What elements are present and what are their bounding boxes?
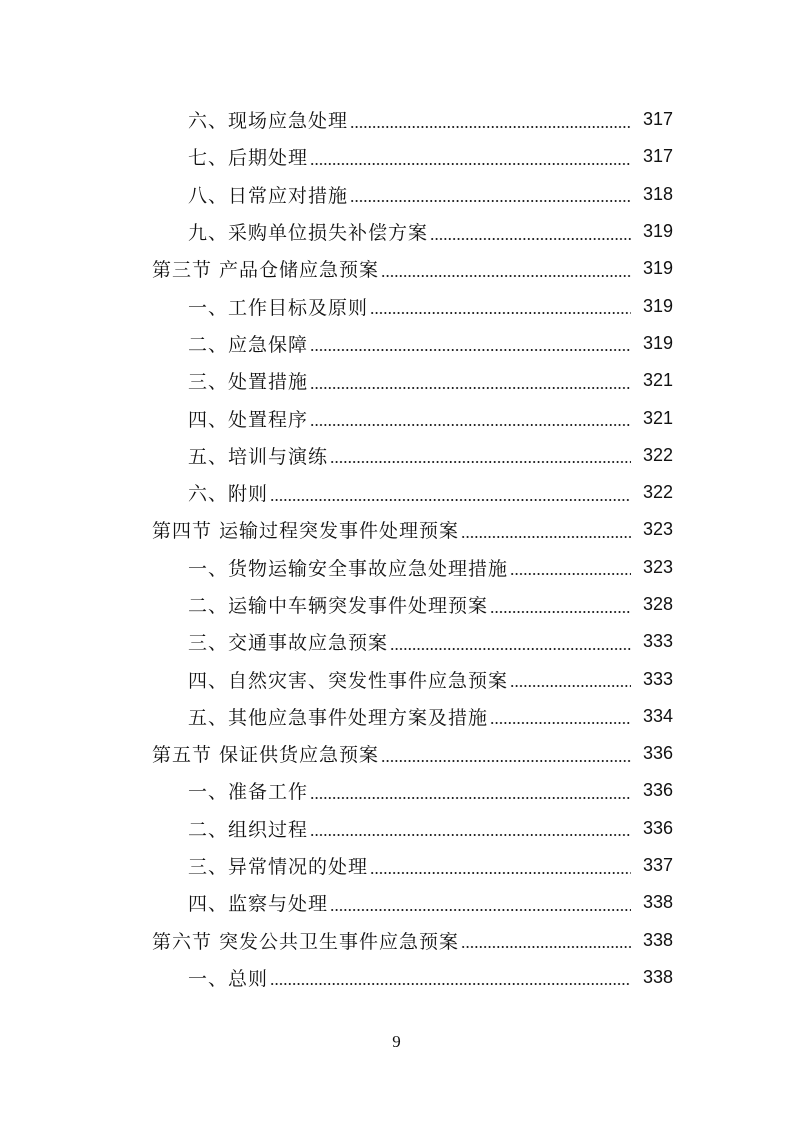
toc-dot-leader [510, 685, 631, 687]
toc-entry-page: 337 [631, 855, 673, 876]
toc-entry-title: 三、交通事故应急预案 [188, 628, 390, 655]
toc-entry-page: 333 [631, 631, 673, 652]
toc-dot-leader [270, 983, 631, 985]
toc-dot-leader [390, 648, 631, 650]
toc-dot-leader [461, 536, 631, 538]
table-of-contents [0, 101, 793, 996]
toc-entry-title: 第五节 保证供货应急预案 [152, 740, 381, 767]
toc-entry-page: 336 [631, 780, 673, 801]
toc-entry-page: 323 [631, 519, 673, 540]
toc-dot-leader [490, 722, 631, 724]
toc-subsection-entry[interactable] [0, 623, 793, 660]
toc-dot-leader [330, 909, 631, 911]
toc-subsection-entry[interactable] [0, 101, 793, 138]
toc-subsection-entry[interactable] [0, 287, 793, 324]
toc-section-entry[interactable] [0, 922, 793, 959]
toc-subsection-entry[interactable] [0, 847, 793, 884]
toc-dot-leader [310, 387, 631, 389]
toc-entry-title: 八、日常应对措施 [188, 181, 350, 208]
toc-dot-leader [461, 946, 631, 948]
toc-entry-page: 328 [631, 594, 673, 615]
toc-dot-leader [310, 834, 631, 836]
toc-entry-title: 四、监察与处理 [188, 889, 330, 916]
toc-dot-leader [310, 424, 631, 426]
toc-entry-title: 第三节 产品仓储应急预案 [152, 255, 381, 282]
toc-entry-page: 317 [631, 146, 673, 167]
toc-entry-title: 三、异常情况的处理 [188, 852, 370, 879]
toc-entry-title: 五、培训与演练 [188, 442, 330, 469]
toc-dot-leader [430, 238, 631, 240]
page-number: 9 [392, 1032, 401, 1051]
toc-entry-page: 323 [631, 557, 673, 578]
toc-entry-title: 五、其他应急事件处理方案及措施 [188, 703, 490, 730]
toc-entry-title: 七、后期处理 [188, 143, 310, 170]
toc-subsection-entry[interactable] [0, 884, 793, 921]
toc-entry-title: 一、总则 [188, 964, 270, 991]
toc-dot-leader [350, 126, 631, 128]
toc-dot-leader [310, 797, 631, 799]
toc-dot-leader [490, 611, 631, 613]
toc-entry-title: 九、采购单位损失补偿方案 [188, 218, 430, 245]
toc-entry-title: 一、工作目标及原则 [188, 293, 370, 320]
toc-section-entry[interactable] [0, 735, 793, 772]
toc-entry-title: 四、处置程序 [188, 405, 310, 432]
toc-dot-leader [310, 349, 631, 351]
toc-dot-leader [330, 461, 631, 463]
toc-entry-page: 334 [631, 706, 673, 727]
toc-entry-title: 二、应急保障 [188, 330, 310, 357]
toc-entry-title: 六、附则 [188, 479, 270, 506]
toc-entry-title: 第六节 突发公共卫生事件应急预案 [152, 927, 461, 954]
toc-subsection-entry[interactable] [0, 660, 793, 697]
toc-entry-page: 318 [631, 184, 673, 205]
toc-dot-leader [370, 872, 631, 874]
toc-entry-page: 321 [631, 408, 673, 429]
toc-subsection-entry[interactable] [0, 213, 793, 250]
toc-entry-title: 四、自然灾害、突发性事件应急预案 [188, 666, 510, 693]
toc-subsection-entry[interactable] [0, 474, 793, 511]
toc-entry-title: 六、现场应急处理 [188, 106, 350, 133]
toc-dot-leader [381, 275, 631, 277]
toc-dot-leader [270, 499, 631, 501]
toc-entry-page: 338 [631, 892, 673, 913]
toc-entry-title: 二、组织过程 [188, 815, 310, 842]
toc-subsection-entry[interactable] [0, 698, 793, 735]
toc-subsection-entry[interactable] [0, 176, 793, 213]
toc-entry-page: 322 [631, 482, 673, 503]
toc-entry-title: 第四节 运输过程突发事件处理预案 [152, 516, 461, 543]
toc-subsection-entry[interactable] [0, 549, 793, 586]
toc-subsection-entry[interactable] [0, 437, 793, 474]
toc-entry-page: 322 [631, 445, 673, 466]
toc-subsection-entry[interactable] [0, 810, 793, 847]
toc-entry-page: 319 [631, 258, 673, 279]
toc-dot-leader [381, 760, 631, 762]
toc-entry-page: 319 [631, 296, 673, 317]
toc-dot-leader [510, 573, 631, 575]
toc-entry-page: 319 [631, 221, 673, 242]
toc-subsection-entry[interactable] [0, 325, 793, 362]
toc-entry-page: 317 [631, 109, 673, 130]
toc-subsection-entry[interactable] [0, 959, 793, 996]
toc-entry-title: 一、准备工作 [188, 777, 310, 804]
toc-entry-page: 321 [631, 370, 673, 391]
toc-entry-page: 336 [631, 818, 673, 839]
toc-dot-leader [370, 312, 631, 314]
toc-entry-page: 338 [631, 967, 673, 988]
toc-entry-title: 一、货物运输安全事故应急处理措施 [188, 554, 510, 581]
toc-entry-page: 336 [631, 743, 673, 764]
toc-subsection-entry[interactable] [0, 362, 793, 399]
toc-entry-page: 338 [631, 930, 673, 951]
toc-subsection-entry[interactable] [0, 586, 793, 623]
toc-entry-page: 333 [631, 669, 673, 690]
toc-subsection-entry[interactable] [0, 772, 793, 809]
toc-section-entry[interactable] [0, 511, 793, 548]
toc-entry-title: 二、运输中车辆突发事件处理预案 [188, 591, 490, 618]
toc-dot-leader [310, 163, 631, 165]
toc-entry-page: 319 [631, 333, 673, 354]
toc-section-entry[interactable] [0, 250, 793, 287]
toc-entry-title: 三、处置措施 [188, 367, 310, 394]
toc-subsection-entry[interactable] [0, 138, 793, 175]
toc-subsection-entry[interactable] [0, 399, 793, 436]
toc-dot-leader [350, 200, 631, 202]
